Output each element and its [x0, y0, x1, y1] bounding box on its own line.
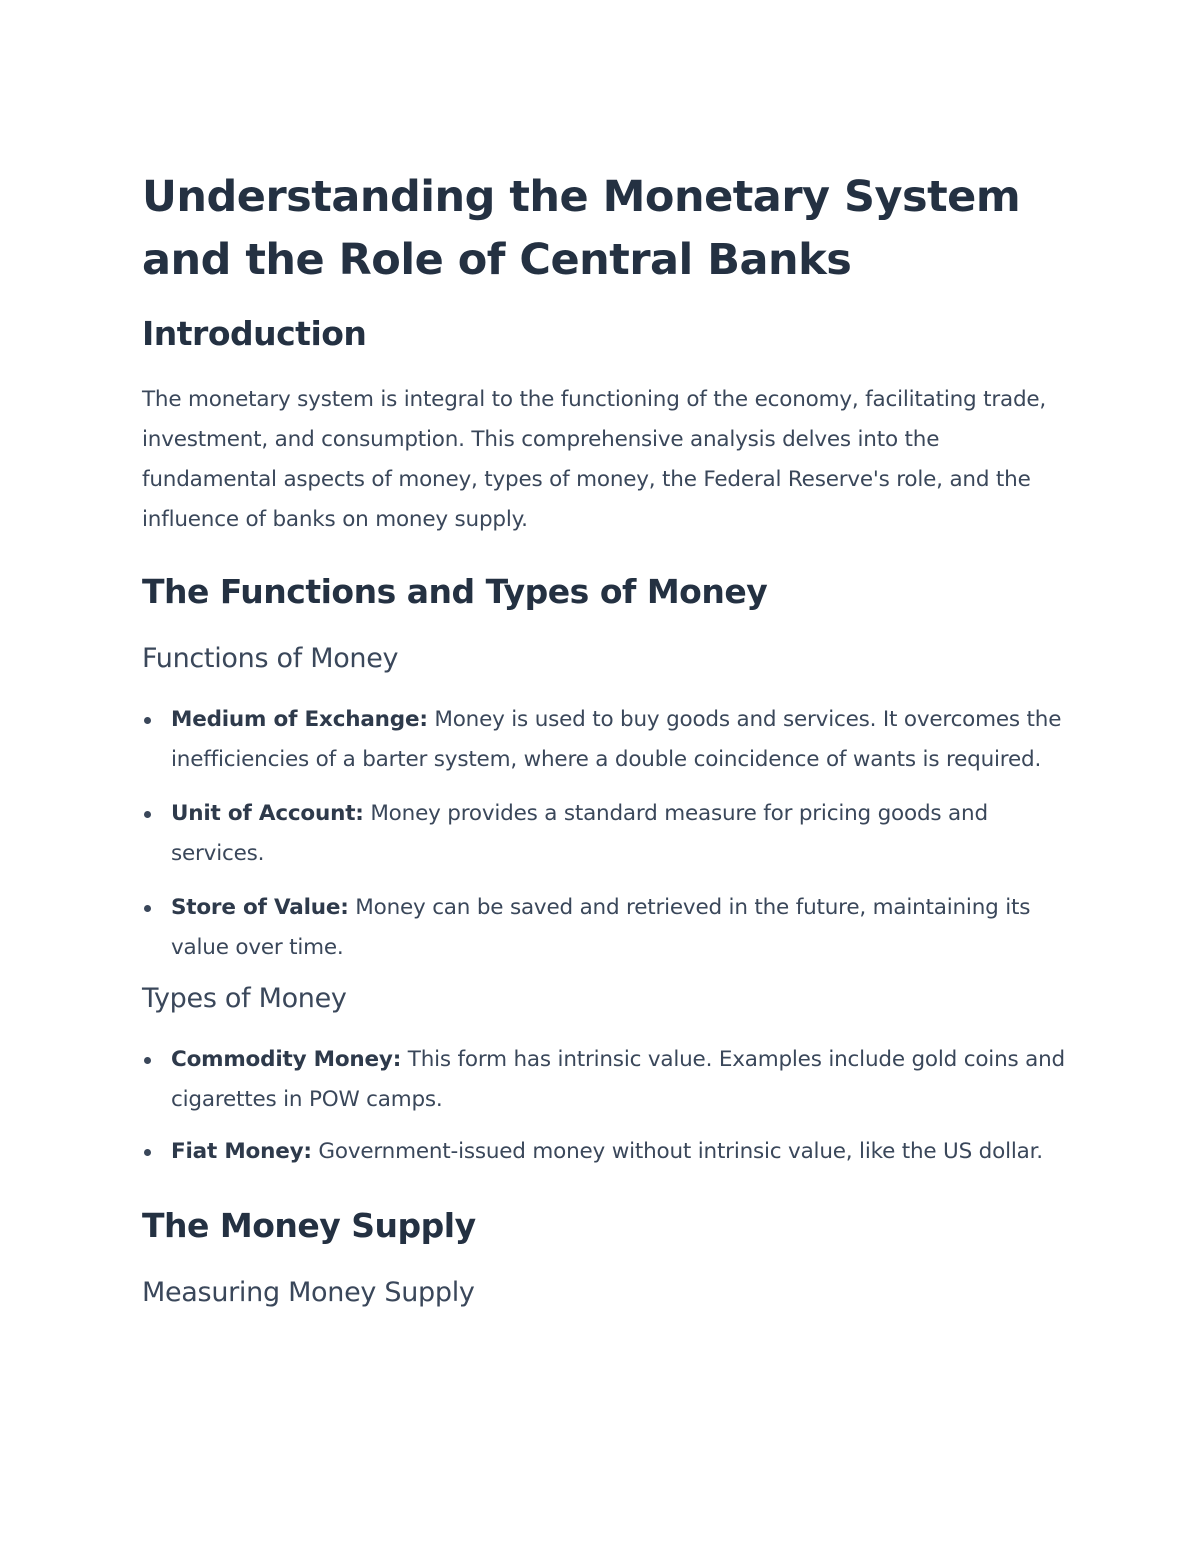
types-list	[142, 1040, 1072, 1172]
list-item-term: Medium of Exchange:	[171, 707, 428, 732]
bullet-icon	[144, 1149, 151, 1156]
list-item	[142, 700, 1072, 780]
list-item	[142, 888, 1072, 968]
list-item-term: Unit of Account:	[171, 801, 364, 826]
functions-of-money-heading: Functions of Money	[142, 643, 399, 674]
page-title: Understanding the Monetary System and the Role of Central Banks	[142, 172, 1021, 285]
bullet-icon	[144, 717, 151, 724]
list-item-text: Money is used to buy goods and services. It overcomes the inefficiencies of a barter system, where a double coincidence of wants is required.	[171, 707, 1062, 772]
list-item-term: Store of Value:	[171, 895, 349, 920]
bullet-icon	[144, 1057, 151, 1064]
money-supply-heading: The Money Supply	[142, 1206, 476, 1245]
types-of-money-heading: Types of Money	[142, 983, 347, 1014]
list-item-term: Fiat Money:	[171, 1139, 312, 1164]
list-item-text: Money can be saved and retrieved in the future, maintaining its value over time.	[171, 895, 1031, 960]
bullet-icon	[144, 811, 151, 818]
bullet-icon	[144, 905, 151, 912]
list-item-term: Commodity Money:	[171, 1047, 402, 1072]
list-item-text: This form has intrinsic value. Examples include gold coins and cigarettes in POW camps.	[171, 1047, 1065, 1112]
introduction-paragraph: The monetary system is integral to the functioning of the economy, facilitating trade, investment, and consumption. This comprehensive analysis delves into the fundamental aspects of money, types of money, the Federal Reserve's role, and the influence of banks on money supply.	[142, 387, 1047, 532]
measuring-money-supply-heading: Measuring Money Supply	[142, 1277, 475, 1308]
functions-list	[142, 700, 1072, 968]
functions-types-heading: The Functions and Types of Money	[142, 572, 768, 611]
document-page	[142, 166, 1072, 1310]
introduction-heading: Introduction	[142, 314, 367, 353]
list-item-text: Government-issued money without intrinsic value, like the US dollar.	[311, 1139, 1043, 1164]
list-item-text: Money provides a standard measure for pricing goods and services.	[171, 801, 988, 866]
list-item	[142, 1040, 1072, 1120]
list-item	[142, 1132, 1072, 1172]
list-item	[142, 794, 1072, 874]
